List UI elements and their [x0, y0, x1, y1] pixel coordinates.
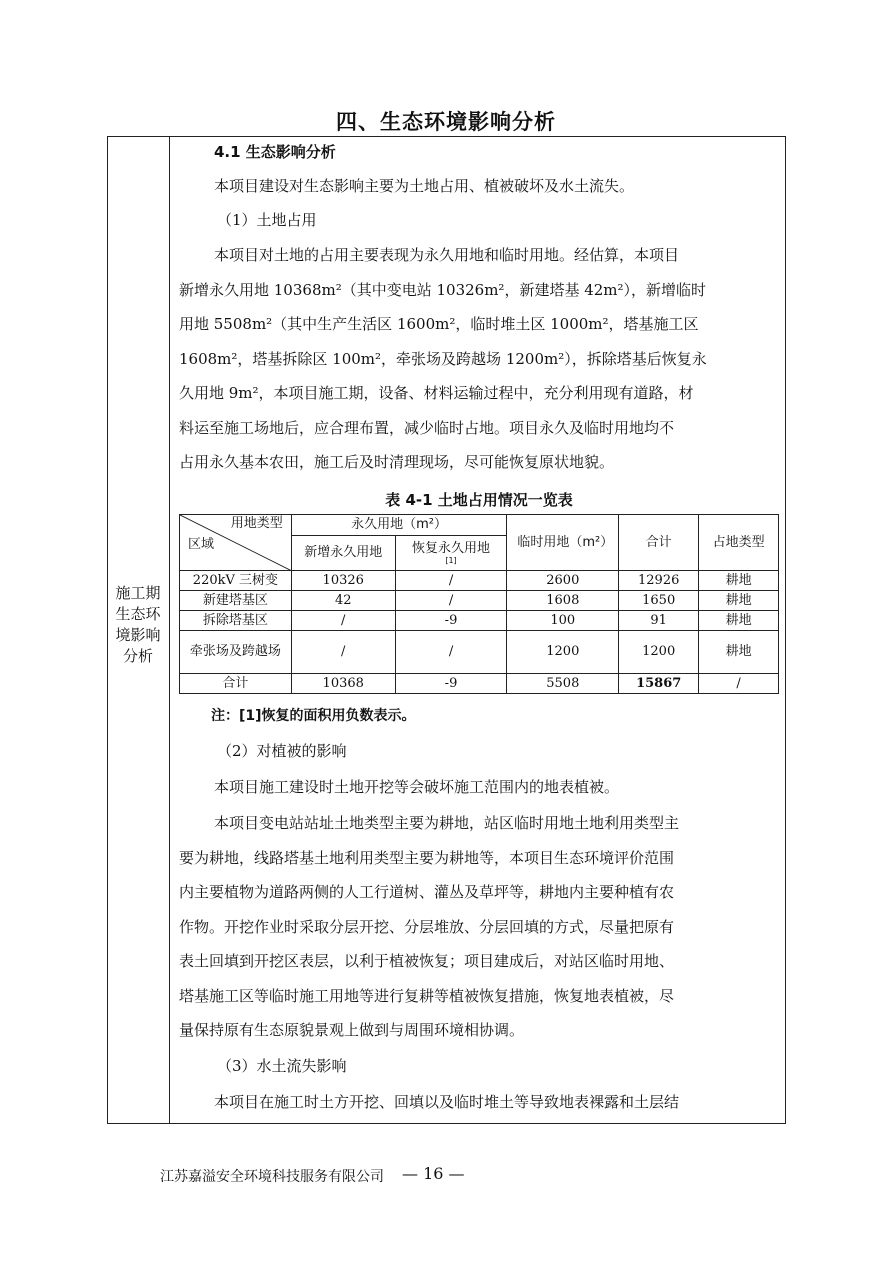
header-permanent-land: 永久用地（m²）	[291, 515, 507, 536]
paragraph-line: 本项目在施工时土方开挖、回填以及临时堆土等导致地表裸露和土层结	[214, 1093, 680, 1111]
header-new-permanent: 新增永久用地	[291, 536, 395, 571]
paragraph-line: 料运至施工场地后，应合理布置，减少临时占地。项目永久及临时用地均不	[179, 419, 675, 437]
paragraph-line: 用地 5508m²（其中生产生活区 1600m²，临时堆土区 1000m²，塔基施工区	[179, 315, 699, 333]
content-frame	[107, 136, 786, 1124]
header-land-type: 用地类型	[230, 516, 283, 531]
paragraph-line: 表土回填到开挖区表层，以利于植被恢复；项目建成后，对站区临时用地、	[179, 952, 675, 970]
header-total: 合计	[619, 515, 699, 571]
cell-total: 91	[619, 611, 699, 631]
left-column	[108, 137, 170, 1123]
cell-type: /	[699, 674, 779, 694]
phase-label	[108, 583, 168, 667]
paragraph-line: 要为耕地，线路塔基土地利用类型主要为耕地等，本项目生态环境评价范围	[179, 849, 675, 867]
cell-region: 220kV 三树变	[180, 571, 292, 591]
section-heading: 4.1 生态影响分析	[214, 143, 336, 161]
paragraph-line: 作物。开挖作业时采取分层开挖、分层堆放、分层回填的方式，尽量把原有	[179, 918, 675, 936]
cell-total: 12926	[619, 571, 699, 591]
header-restore-permanent	[395, 536, 507, 571]
paragraph-line: 内主要植物为道路两侧的人工行道树、灌丛及草坪等，耕地内主要种植有农	[179, 883, 675, 901]
table-title: 表 4-1 土地占用情况一览表	[385, 491, 573, 509]
header-restore-label: 恢复永久用地	[412, 541, 491, 556]
page-title: 四、生态环境影响分析	[336, 110, 556, 134]
cell-temp: 2600	[507, 571, 619, 591]
paragraph-line: 占用永久基本农田，施工后及时清理现场，尽可能恢复原状地貌。	[179, 453, 615, 471]
cell-restore: /	[395, 631, 507, 674]
subsection-title-erosion: （3）水土流失影响	[217, 1057, 347, 1075]
cell-type: 耕地	[699, 631, 779, 674]
cell-temp: 1608	[507, 591, 619, 611]
table-row	[180, 591, 779, 611]
paragraph-line: 1608m²，塔基拆除区 100m²，牵张场及跨越场 1200m²），拆除塔基后恢复永	[179, 350, 707, 368]
cell-total: 1200	[619, 631, 699, 674]
table-row	[180, 611, 779, 631]
cell-type: 耕地	[699, 591, 779, 611]
cell-region: 合计	[180, 674, 292, 694]
cell-new: /	[291, 631, 395, 674]
subsection-title-land: （1）土地占用	[217, 211, 317, 229]
cell-region: 牵张场及跨越场	[180, 631, 292, 674]
cell-restore: -9	[395, 674, 507, 694]
phase-label-line: 施工期	[115, 584, 161, 602]
cell-new: 10368	[291, 674, 395, 694]
cell-restore: /	[395, 571, 507, 591]
table-sum-row	[180, 674, 779, 694]
cell-total: 15867	[619, 674, 699, 694]
header-restore-note: [1]	[445, 556, 457, 565]
cell-new: 42	[291, 591, 395, 611]
phase-label-line: 生态环	[115, 605, 161, 623]
phase-label-line: 境影响	[115, 626, 161, 644]
cell-new: 10326	[291, 571, 395, 591]
diagonal-header-cell	[180, 515, 292, 571]
subsection-title-vegetation: （2）对植被的影响	[217, 742, 347, 760]
cell-restore: -9	[395, 611, 507, 631]
paragraph-line: 本项目变电站站址土地类型主要为耕地，站区临时用地土地利用类型主	[214, 814, 680, 832]
paragraph-line: 本项目对土地的占用主要表现为永久用地和临时用地。经估算，本项目	[214, 246, 680, 264]
cell-restore: /	[395, 591, 507, 611]
cell-temp: 1200	[507, 631, 619, 674]
cell-total: 1650	[619, 591, 699, 611]
table-note: 注：[1]恢复的面积用负数表示。	[211, 708, 416, 724]
header-region: 区域	[188, 537, 215, 552]
cell-new: /	[291, 611, 395, 631]
cell-temp: 100	[507, 611, 619, 631]
paragraph-line: 新增永久用地 10368m²（其中变电站 10326m²，新建塔基 42m²），新增临时	[179, 281, 707, 299]
intro-paragraph: 本项目建设对生态影响主要为土地占用、植被破坏及水土流失。	[214, 177, 635, 195]
paragraph-line: 久用地 9m²，本项目施工期，设备、材料运输过程中，充分利用现有道路，材	[179, 384, 694, 402]
cell-temp: 5508	[507, 674, 619, 694]
footer-page-number: — 16 —	[402, 1164, 465, 1183]
header-temporary-land: 临时用地（m²）	[507, 515, 619, 571]
phase-label-line: 分析	[122, 647, 153, 665]
cell-type: 耕地	[699, 611, 779, 631]
paragraph-line: 量保持原有生态原貌景观上做到与周围环境相协调。	[179, 1021, 525, 1039]
footer-company: 江苏嘉溢安全环境科技服务有限公司	[160, 1169, 384, 1185]
land-use-table	[179, 514, 779, 694]
table-row	[180, 631, 779, 674]
paragraph-line: 塔基施工区等临时施工用地等进行复耕等植被恢复措施，恢复地表植被，尽	[179, 987, 675, 1005]
cell-type: 耕地	[699, 571, 779, 591]
paragraph-line: 本项目施工建设时土地开挖等会破坏施工范围内的地表植被。	[214, 778, 620, 796]
cell-region: 新建塔基区	[180, 591, 292, 611]
table-row	[180, 571, 779, 591]
header-occupied-type: 占地类型	[699, 515, 779, 571]
cell-region: 拆除塔基区	[180, 611, 292, 631]
